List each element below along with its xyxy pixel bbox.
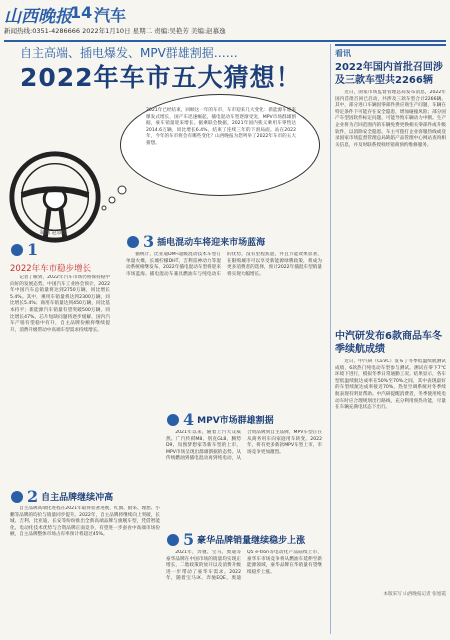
main-article	[4, 92, 326, 634]
reporter-credit: 本版采写 山西晚报记者 张旭霞	[383, 592, 446, 597]
graphic-credit: 制图 赵慕逸	[40, 230, 67, 236]
section-5-text: 2021年，奔驰、宝马、奥迪等豪华品牌在中国市场的销量均实现正增长，二胎政策的放开以及消费升级进一步带动了豪华车需求。2022年，随着宝马iX、奔驰EQE、奥迪Q5 e-tron等电动化产品陆续上市，豪华车市场竞争将从燃油车延伸至新能源领域，豪华品牌在华销量有望继续稳步上涨。	[166, 550, 322, 582]
section-4-text: 2021年以来，随着上汽大众威然、广汽传祺M8、别克GL8、腾势D9、岚图梦想家等新车型的上市，MPV市场呈现出群雄割据的态势。从传统燃油到插电混动再到纯电动，从合资品牌到自主品牌，MPV车型正在从商务用车向家庭用车转变。2022年，将有更多新款MPV车型上市，市场竞争更加激烈。	[166, 430, 322, 462]
section-1-text: 记者了解到，2022年汽车市场仍将保持稳中向好的发展态势。中国汽车工业协会预计，2022年中国汽车总销量将达到2750万辆，同比增长5.4%。其中，乘用车销量将达到2300万辆，同比增长5.4%；商用车销量达到450万辆，同比基本持平；新能源汽车销量有望突破500万辆，同比增长47%。芯片短缺问题将逐步缓解，国内汽车产销有望稳中有升，自主品牌份额将继续提升，消费升级带动中高端车型需求持续增长。	[10, 275, 110, 333]
sidebar-label: 看讯	[335, 49, 351, 58]
section-name: 汽车	[94, 6, 127, 25]
masthead	[4, 2, 446, 42]
newspaper-logo: 山西晚报	[4, 7, 72, 27]
section-4-body	[166, 430, 322, 520]
hero-intro: 2021年已经结束，回顾这一年的车市，车市迎来几大变化：新能源车迎来爆发式增长，国产车迅速崛起，插电混动车型逐渐受宠，MPV市场群雄割据，豪车销量迎来增长。据乘联会数据，2021年国内狭义乘用车零售达2014.6万辆，同比增长6.4%，结束了连续三年的下滑局面。站在2022年，今年的车市将会有哪些变化？山西晚报为您列举了2022年车市的五大猜想。	[146, 108, 296, 146]
sidebar-text-2: 近日，中汽研（CEVC）发布了冬季低温续航测试成绩，6款热门纯电动车型参与测试。测试在零下7℃环境下进行，模拟冬季日常通勤工况。结果显示，各车型低温续航达成率在50%至70%之间，其中表现最好的车型续航达成率接近70%，热泵空调系统对冬季续航表现有明显帮助。中汽研提醒消费者，冬季使用纯电动车时应合理规划出行路线，充分利用预热功能，尽量在车辆充满电状态下出行。	[335, 359, 446, 411]
section-3-body	[126, 252, 322, 402]
section-title: MPV市场群雄割据	[197, 416, 274, 426]
sidebar-body-2	[335, 359, 446, 589]
section-number: 1	[27, 240, 39, 259]
section-title: 豪华品牌销量继续稳步上涨	[197, 536, 306, 546]
section-number: 4	[183, 410, 195, 429]
section-ball-icon	[10, 490, 24, 504]
article-kicker: 自主高端、插电爆发、MPV群雄割据……	[20, 46, 238, 60]
section-ball-icon	[166, 533, 180, 547]
section-ball-icon	[126, 235, 140, 249]
article-headline: 2022年车市五大猜想！	[20, 63, 302, 92]
section-1-title: 2022年车市稳步增长	[10, 264, 92, 274]
hero-illustration	[4, 92, 326, 242]
sidebar-body-1	[335, 90, 446, 326]
section-1-header	[10, 240, 38, 259]
section-number: 5	[183, 530, 195, 549]
section-number: 2	[27, 487, 39, 506]
section-5-body	[166, 550, 322, 632]
sidebar-text-1: 近日，国家市场监督管理总局发布消息，2022年国内首批召回已启动，共涉及三款车型合计2266辆。其中，部分进口车辆因零部件供应商生产问题，车辆在特定条件下可能存在安全隐患，增加碰撞风险；部分国产车型因软件标定问题，可能导致车辆动力中断。生产企业将为召回范围内的车辆免费更换相关零部件或升级软件，以消除安全隐患。车主可拨打企业客服热线或登录国家市场监督管理总局缺陷产品管理中心网站查询相关信息，并及时联系授权经销商预约维修服务。	[335, 90, 446, 148]
sidebar-title-1: 2022年国内首批召回涉及三款车型共2266辆	[335, 62, 443, 86]
section-1-body	[10, 275, 110, 485]
section-2-header	[10, 487, 113, 506]
bubble-dots	[92, 184, 132, 214]
sidebar-title-2: 中汽研发布6款商品车冬季续航成绩	[335, 331, 442, 355]
section-ball-icon	[166, 413, 180, 427]
sidebar-rule	[335, 44, 446, 46]
section-2-body	[10, 506, 160, 631]
section-5-header	[166, 530, 305, 549]
section-3-header	[126, 232, 265, 251]
section-3-text: 据统计，比亚迪DM-i超级混动技术车型订单量火爆，长城柠檬DHT、吉利雷神动力等混动系统相继发布，2022年插电混动车型将迎来市场蓝海。插电混动车兼具燃油车与纯电动车的优势，没有里程焦虑，并且节能效果显著，在限购城市可以享受新能源绿牌政策，将成为更多消费者的选择，预计2022年插混车型销量将实现大幅增长。	[126, 252, 322, 277]
page-number: 14	[70, 3, 93, 22]
section-2-text: 自主品牌高端化进程在2021年取得显著进展，红旗、蔚来、理想、小鹏等品牌的均价与销量同步提升。2022年，自主品牌将继续向上突破，长城、吉利、比亚迪、长安等纷纷推出全新高端品牌与旗舰车型，凭借智能化、电动化技术优势与合资品牌正面竞争，有望进一步蚕食中高端市场份额，自主品牌整体市场占有率预计将超过45%。	[10, 506, 160, 538]
section-4-header	[166, 410, 274, 429]
section-ball-icon	[10, 243, 24, 257]
edition-line: 新闻热线:0351-4286666 2022年1月10日 星期二 责编:吴艳芳 美编:赵慕逸	[4, 27, 226, 35]
section-title: 插电混动车将迎来市场蓝海	[157, 238, 266, 248]
section-number: 3	[143, 232, 155, 251]
section-title: 自主品牌继续冲高	[41, 493, 114, 503]
news-sidebar	[330, 44, 446, 634]
